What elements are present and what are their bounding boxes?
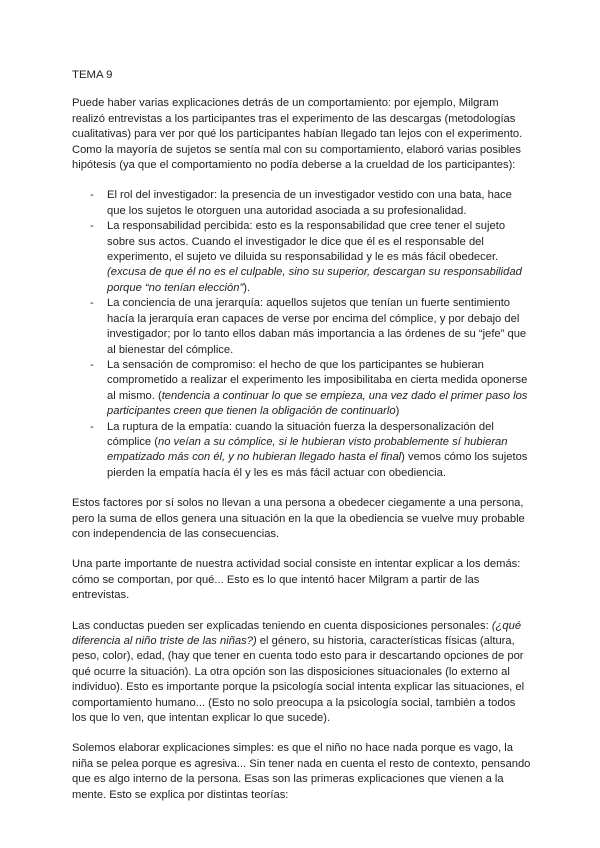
- conducts-paragraph: [72, 619, 532, 727]
- simple-explanations-paragraph: Solemos elaborar explicaciones simples: es que el niño no hace nada porque es vago, la niña se pelea porque es agresiva... Sin tener nada en cuenta el resto de contexto, pensando que es algo interno de la persona. Esas son las primeras explicaciones que vienen a la mente. Esto se explica por distintas teorías:: [72, 742, 531, 801]
- intro-paragraph: Puede haber varias explicaciones detrás de un comportamiento: por ejemplo, Milgram realizó entrevistas a los participantes tras el experimento de las descargas (metodologías cualitativas) para ver por qué los participantes habían llegado tan lejos con el experimento. Como la mayoría de sujetos se sentía mal con su comportamiento, elaboró varias posibles hipótesis (ya que el comportamiento no podía deberse a la crueldad de los participantes):: [72, 97, 523, 172]
- list-item: [72, 420, 532, 482]
- hypothesis-after: ) vemos cómo los sujetos pierden la empatía hacía él y les es más fácil actuar con obediencia.: [107, 451, 528, 479]
- list-dash: -: [90, 297, 94, 310]
- list-item: [72, 358, 532, 420]
- list-dash: -: [90, 420, 94, 433]
- hypothesis-note: (excusa de que él no es el culpable, sino su superior, descargan su responsabilidad porque “no tenían elección”: [107, 266, 522, 294]
- conducts-question: (¿qué diferencia al niño triste de las niñas?): [72, 619, 522, 647]
- hypothesis-text: La ruptura de la empatía: cuando la situación fuerza la despersonalización del cómplice (: [107, 420, 494, 448]
- hypothesis-text: La sensación de compromiso: el hecho de que los participantes se hubieran comprometido a realizar el experimento les imposibilitaba en cierta medida oponerse al mismo. (: [107, 358, 528, 402]
- list-item: [72, 296, 532, 358]
- activity-paragraph: Una parte importante de nuestra actividad social consiste en intentar explicar a los demás: cómo se comportan, por qué... Esto es lo que intentó hacer Milgram a partir de las entrevistas.: [72, 558, 521, 602]
- hypothesis-note: no veían a su cómplice, si le hubieran visto probablemente sí hubieran empatizado más con él, y no hubieran llegado hasta el final: [107, 435, 508, 464]
- hypothesis-text: El rol del investigador: la presencia de un investigador vestido con una bata, hace que los sujetos le otorguen una autoridad asociada a su profesionalidad.: [107, 189, 512, 217]
- hypothesis-text: La conciencia de una jerarquía: aquellos sujetos que tenían un fuerte sentimiento hacía la jerarquía eran capaces de verse por encima del cómplice, y por debajo del investigador; por lo tanto ellos daban más importancia a las órdenes de su “jefe” que al bienestar del cómplice.: [107, 297, 527, 356]
- hypothesis-after: ).: [243, 281, 251, 294]
- page-title: TEMA 9: [72, 69, 113, 81]
- list-item: [72, 219, 532, 296]
- hypothesis-note: tendencia a continuar lo que se empieza, una vez dado el primer paso los participantes creen que tienen la obligación de continuarlo: [107, 389, 528, 418]
- conducts-text-rest: el género, su historia, características físicas (altura, peso, color), edad, (hay que tener en cuenta todo esto para ir descartando opciones de por qué ocurre la situación). La otra opción son las disposiciones situacionales (lo externo al individuo). Esto es importante porque la psicología social intenta explicar las situaciones, el comportamiento humano... (Esto no solo preocupa a la psicología social, también a todos los que lo ven, que intentan explicar lo que sucede).: [72, 635, 525, 725]
- list-item: [72, 188, 532, 219]
- conducts-text: Las conductas pueden ser explicadas teniendo en cuenta disposiciones personales:: [72, 619, 492, 632]
- hypotheses-list: [72, 188, 532, 481]
- list-dash: -: [90, 189, 94, 202]
- document-page: [72, 68, 532, 818]
- hypothesis-after: ): [395, 405, 400, 418]
- factors-paragraph: Estos factores por sí solos no llevan a una persona a obedecer ciegamente a una persona, pero la suma de ellos genera una situación en la que la obediencia se vuelve muy probable con independencia de las consecuencias.: [72, 497, 525, 540]
- list-dash: -: [90, 358, 94, 371]
- list-dash: -: [90, 220, 94, 233]
- hypothesis-text: La responsabilidad percibida: esto es la responsabilidad que cree tener el sujeto sobre sus actos. Cuando el investigador le dice que él es el responsable del experimento, el sujeto ve diluida su responsabilidad y le es más fácil obedecer.: [107, 220, 506, 264]
